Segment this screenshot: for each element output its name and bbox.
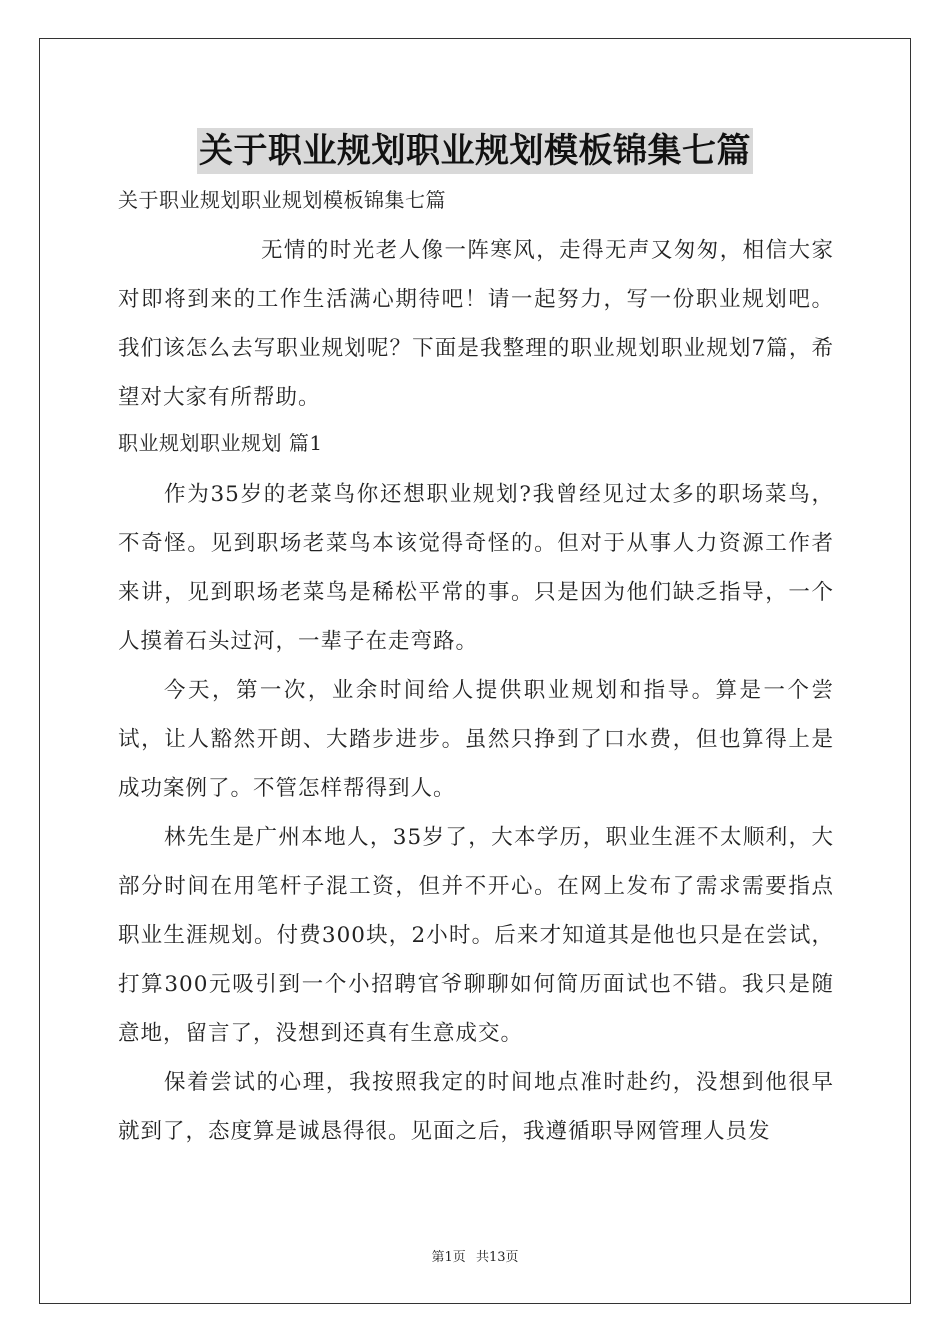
body-paragraph: 今天，第一次，业余时间给人提供职业规划和指导。算是一个尝试，让人豁然开朗、大踏步进步。虽然只挣到了口水费，但也算得上是成功案例了。不管怎样帮得到人。 (118, 678, 834, 801)
page-total: 共13页 (475, 1250, 519, 1265)
document-title (0, 128, 950, 174)
page-footer (0, 1246, 950, 1265)
intro-paragraph: 无情的时光老人像一阵寒风，走得无声又匆匆，相信大家对即将到来的工作生活满心期待吧！请一起努力，写一份职业规划吧。我们该怎么去写职业规划呢？下面是我整理的职业规划职业规划7篇，希望对大家有所帮助。 (118, 238, 834, 410)
section-heading: 职业规划职业规划 篇1 (118, 431, 323, 455)
body-paragraph: 林先生是广州本地人，35岁了，大本学历，职业生涯不太顺利，大部分时间在用笔杆子混工资，但并不开心。在网上发布了需求需要指点职业生涯规划。付费300块，2小时。后来才知道其是他也只是在尝试，打算300元吸引到一个小招聘官爷聊聊如何简历面试也不错。我只是随意地，留言了，没想到还真有生意成交。 (118, 825, 834, 1046)
document-title-text: 关于职业规划职业规划模板锦集七篇 (197, 128, 753, 174)
body-paragraph: 作为35岁的老菜鸟你还想职业规划?我曾经见过太多的职场菜鸟，不奇怪。见到职场老菜鸟本该觉得奇怪的。但对于从事人力资源工作者来讲，见到职场老菜鸟是稀松平常的事。只是因为他们缺乏指导，一个人摸着石头过河，一辈子在走弯路。 (118, 482, 834, 654)
document-subtitle: 关于职业规划职业规划模板锦集七篇 (118, 188, 446, 212)
document-body (118, 178, 834, 1156)
body-paragraph: 保着尝试的心理，我按照我定的时间地点准时赴约，没想到他很早就到了，态度算是诚恳得很。见面之后，我遵循职导网管理人员发 (118, 1070, 834, 1144)
page-number: 第1页 (431, 1250, 466, 1265)
